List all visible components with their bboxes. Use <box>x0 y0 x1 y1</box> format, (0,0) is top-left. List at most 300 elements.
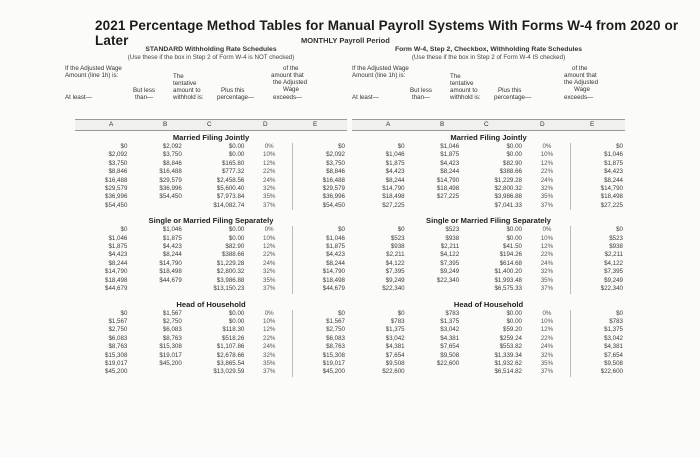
table-row <box>75 277 347 285</box>
but-less-than-cell: $7,654 <box>440 343 460 351</box>
header-withhold-is: withhold is: <box>450 94 481 101</box>
percentage-cell: 37% <box>263 201 276 209</box>
at-least-cell: $1,046 <box>385 151 405 159</box>
table-row <box>352 335 625 343</box>
table-row <box>352 368 625 376</box>
tentative-amount-cell: $2,678.66 <box>216 351 245 359</box>
but-less-than-cell <box>129 368 183 376</box>
table-row <box>352 160 625 168</box>
at-least-cell: $7,654 <box>385 351 405 359</box>
standard-schedules-header <box>75 46 347 62</box>
at-least-cell: $523 <box>390 234 405 242</box>
percentage-cell: 35% <box>540 193 554 201</box>
table-row <box>352 268 625 276</box>
table-row <box>352 193 625 201</box>
but-less-than-cell: $3,750 <box>162 151 182 159</box>
letter-c: C <box>207 121 212 128</box>
header-than: than— <box>412 94 431 101</box>
header-at-least: At least— <box>65 94 92 101</box>
exceeds-cell: $8,846 <box>293 168 347 176</box>
table-row <box>75 285 347 293</box>
tentative-amount-cell: $0.00 <box>228 309 245 317</box>
header-exceeds: exceeds— <box>273 94 303 101</box>
tentative-amount-cell: $2,458.56 <box>216 176 245 184</box>
at-least-cell: $4,423 <box>385 168 405 176</box>
percentage-cell: 32% <box>263 351 276 359</box>
checkbox-schedules-title: Form W-4, Step 2, Checkbox, Withholding Rate Schedules <box>394 46 583 53</box>
percentage-cell: 22% <box>540 251 554 259</box>
table-row <box>352 251 625 259</box>
but-less-than-cell: $14,790 <box>159 259 182 267</box>
percentage-cell: 37% <box>263 285 276 293</box>
header-plus-this: Plus this <box>221 87 245 94</box>
exceeds-cell: $2,211 <box>570 251 625 259</box>
at-least-cell: $9,508 <box>385 359 405 367</box>
but-less-than-cell: $938 <box>445 234 460 242</box>
header-wage: Wage <box>574 86 590 93</box>
at-least-cell: $4,381 <box>385 343 405 351</box>
at-least-cell: $18,498 <box>105 276 128 284</box>
but-less-than-cell: $22,600 <box>436 359 460 367</box>
rate-table <box>352 143 625 210</box>
letter-e: E <box>313 121 318 128</box>
table-row <box>352 243 625 251</box>
but-less-than-cell: $6,083 <box>162 326 182 334</box>
tentative-amount-cell: $0.00 <box>228 226 245 234</box>
table-row <box>75 260 347 268</box>
table-row <box>75 143 347 151</box>
percentage-cell: 37% <box>540 285 554 293</box>
table-row <box>75 310 347 318</box>
exceeds-cell: $19,017 <box>293 360 347 368</box>
rate-section <box>352 133 625 210</box>
but-less-than-cell: $1,875 <box>440 151 460 159</box>
but-less-than-cell: $1,046 <box>162 226 182 234</box>
exceeds-cell: $0 <box>570 143 625 151</box>
table-row <box>75 335 347 343</box>
at-least-cell: $4,122 <box>385 259 405 267</box>
but-less-than-cell: $8,763 <box>162 334 182 342</box>
checkbox-schedules-note: (Use these if the box in Step 2 of Form W-4 IS checked) <box>411 54 566 61</box>
but-less-than-cell: $8,244 <box>162 251 182 259</box>
exceeds-cell: $45,200 <box>293 368 347 376</box>
at-least-cell: $8,244 <box>385 176 405 184</box>
tentative-amount-cell: $0.00 <box>228 143 245 150</box>
at-least-cell: $0 <box>120 309 128 317</box>
rate-table <box>75 143 347 210</box>
at-least-cell: $8,244 <box>108 259 128 267</box>
exceeds-cell: $4,423 <box>570 168 625 176</box>
table-row <box>352 177 625 185</box>
table-row <box>352 318 625 326</box>
exceeds-cell: $15,308 <box>293 352 347 360</box>
exceeds-cell: $938 <box>570 243 625 251</box>
tentative-amount-cell: $82.90 <box>503 159 522 167</box>
rate-section <box>75 133 347 210</box>
percentage-cell: 37% <box>540 201 554 209</box>
exceeds-cell: $18,498 <box>570 193 625 201</box>
percentage-cell: 22% <box>263 251 276 259</box>
percentage-cell: 37% <box>263 368 276 376</box>
tentative-amount-cell: $0.00 <box>506 309 522 317</box>
but-less-than-cell: $22,340 <box>436 276 460 284</box>
table-row <box>75 352 347 360</box>
tentative-amount-cell: $1,400.20 <box>494 268 522 276</box>
section-title: Head of Household <box>176 299 246 309</box>
exceeds-cell: $2,750 <box>293 326 347 334</box>
exceeds-cell: $18,498 <box>293 277 347 285</box>
standard-schedules-title: STANDARD Withholding Rate Schedules <box>145 46 277 53</box>
table-row <box>75 151 347 159</box>
letter-d: D <box>540 121 545 128</box>
tentative-amount-cell: $6,514.82 <box>494 368 522 376</box>
percentage-cell: 10% <box>540 234 554 242</box>
tentative-amount-cell: $2,800.32 <box>494 185 522 193</box>
rate-table <box>75 226 347 293</box>
percentage-cell: 0% <box>542 226 552 234</box>
header-percentage: percentage— <box>217 94 255 101</box>
at-least-cell: $22,340 <box>382 285 405 293</box>
but-less-than-cell: $2,750 <box>162 317 182 325</box>
table-row <box>352 151 625 159</box>
but-less-than-cell: $1,875 <box>162 234 182 242</box>
percentage-cell: 0% <box>542 143 552 150</box>
at-least-cell: $1,046 <box>108 234 128 242</box>
letter-b: B <box>163 121 168 128</box>
tentative-amount-cell: $3,865.54 <box>216 359 245 367</box>
percentage-cell: 24% <box>263 176 276 184</box>
tentative-amount-cell: $1,229.28 <box>216 259 245 267</box>
exceeds-cell: $36,996 <box>293 193 347 201</box>
percentage-cell: 32% <box>263 268 276 276</box>
exceeds-cell: $22,600 <box>570 368 625 376</box>
table-row <box>352 260 625 268</box>
percentage-cell: 24% <box>263 259 276 267</box>
table-row <box>352 277 625 285</box>
at-least-cell: $3,750 <box>108 159 128 167</box>
but-less-than-cell: $3,042 <box>440 326 460 334</box>
but-less-than-cell: $2,211 <box>440 243 460 251</box>
section-title: Married Filing Jointly <box>450 133 527 142</box>
but-less-than-cell: $9,249 <box>440 268 460 276</box>
header-plus-this: Plus this <box>498 87 522 94</box>
at-least-cell: $0 <box>397 143 405 150</box>
table-row <box>75 226 347 234</box>
table-row <box>75 251 347 259</box>
but-less-than-cell <box>129 285 183 293</box>
percentage-cell: 10% <box>263 317 276 325</box>
tentative-amount-cell: $0.00 <box>506 226 522 234</box>
header-but-less: But less <box>133 87 156 94</box>
tentative-amount-cell: $0.00 <box>228 151 245 159</box>
but-less-than-cell: $4,381 <box>440 334 460 342</box>
at-least-cell: $54,450 <box>105 201 128 209</box>
exceeds-cell: $44,679 <box>293 285 347 293</box>
tentative-amount-cell: $518.26 <box>221 334 245 342</box>
percentage-cell: 22% <box>540 334 554 342</box>
at-least-cell: $16,488 <box>105 176 128 184</box>
exceeds-cell: $14,790 <box>570 185 625 193</box>
but-less-than-cell: $16,488 <box>159 168 182 176</box>
percentage-cell: 12% <box>540 159 554 167</box>
percentage-cell: 32% <box>540 268 554 276</box>
exceeds-cell: $8,244 <box>570 177 625 185</box>
header-amount-that: amount that <box>564 72 597 79</box>
percentage-cell: 12% <box>540 243 554 251</box>
but-less-than-cell: $14,790 <box>436 176 460 184</box>
table-row <box>75 343 347 351</box>
exceeds-cell: $9,249 <box>570 277 625 285</box>
but-less-than-cell: $15,308 <box>159 343 182 351</box>
header-amount-line-1h: Amount (line 1h) is: <box>65 72 119 79</box>
at-least-cell: $18,498 <box>382 193 405 201</box>
table-row <box>75 326 347 334</box>
tentative-amount-cell: $7,973.84 <box>216 193 245 201</box>
percentage-cell: 35% <box>540 276 554 284</box>
exceeds-cell: $4,423 <box>293 251 347 259</box>
but-less-than-cell: $18,498 <box>436 185 460 193</box>
table-row <box>75 168 347 176</box>
section-title: Married Filing Jointly <box>172 133 250 142</box>
at-least-cell: $15,308 <box>105 351 128 359</box>
tentative-amount-cell: $1,229.28 <box>494 176 522 184</box>
header-of-the: of the <box>572 65 588 72</box>
tentative-amount-cell: $3,986.88 <box>494 193 522 201</box>
table-row <box>352 143 625 151</box>
at-least-cell: $0 <box>397 309 405 317</box>
rate-section <box>352 300 625 377</box>
table-row <box>352 343 625 351</box>
exceeds-cell: $523 <box>570 235 625 243</box>
header-adjusted-wage: If the Adjusted Wage <box>352 65 409 72</box>
tentative-amount-cell: $388.66 <box>499 168 522 176</box>
exceeds-cell: $0 <box>293 226 347 234</box>
but-less-than-cell: $4,122 <box>440 251 460 259</box>
letter-b: B <box>440 121 445 128</box>
header-adjusted-wage: If the Adjusted Wage <box>65 65 122 72</box>
but-less-than-cell: $523 <box>445 226 460 234</box>
at-least-cell: $1,567 <box>108 317 128 325</box>
tentative-amount-cell: $1,107.86 <box>216 343 245 351</box>
exceeds-cell: $0 <box>293 143 347 151</box>
percentage-cell: 24% <box>540 343 554 351</box>
header-exceeds: exceeds— <box>564 94 594 101</box>
header-amount-line-1h: Amount (line 1h) is: <box>352 72 406 79</box>
at-least-cell: $0 <box>120 226 128 234</box>
at-least-cell: $783 <box>390 317 405 325</box>
table-row <box>352 168 625 176</box>
but-less-than-cell: $2,092 <box>162 143 182 150</box>
header-the-adjusted: the Adjusted <box>273 79 308 86</box>
header-wage: Wage <box>283 86 299 93</box>
at-least-cell: $22,600 <box>382 368 405 376</box>
percentage-cell: 22% <box>263 168 276 176</box>
percentage-cell: 0% <box>264 143 274 150</box>
tentative-amount-cell: $2,800.32 <box>216 268 245 276</box>
section-title: Single or Married Filing Separately <box>426 216 551 226</box>
percentage-cell: 12% <box>263 159 276 167</box>
tentative-amount-cell: $0.00 <box>228 317 245 325</box>
tentative-amount-cell: $7,041.33 <box>494 201 522 209</box>
exceeds-cell: $1,567 <box>293 318 347 326</box>
exceeds-cell: $1,046 <box>293 235 347 243</box>
exceeds-cell: $14,790 <box>293 268 347 276</box>
exceeds-cell: $1,375 <box>570 326 625 334</box>
table-row <box>352 185 625 193</box>
standard-schedules-note: (Use these if the box in Step 2 of Form W-4 is NOT checked) <box>127 54 295 61</box>
exceeds-cell: $1,046 <box>570 151 625 159</box>
letter-e: E <box>590 121 595 128</box>
rate-section <box>75 216 347 293</box>
exceeds-cell: $1,875 <box>570 160 625 168</box>
tentative-amount-cell: $0.00 <box>506 234 522 242</box>
section-title: Single or Married Filing Separately <box>148 216 274 226</box>
header-the-adjusted: the Adjusted <box>564 79 599 86</box>
exceeds-cell: $54,450 <box>293 202 347 210</box>
section-title: Head of Household <box>453 299 524 309</box>
table-row <box>75 360 347 368</box>
tentative-amount-cell: $41.50 <box>503 243 522 251</box>
letter-a: A <box>109 121 114 128</box>
letter-c: C <box>484 121 489 128</box>
header-at-least: At least— <box>352 94 379 101</box>
but-less-than-cell: $1,567 <box>162 309 182 317</box>
tentative-amount-cell: $777.32 <box>221 168 245 176</box>
table-row <box>75 268 347 276</box>
exceeds-cell: $16,488 <box>293 177 347 185</box>
tentative-amount-cell: $13,150.23 <box>213 285 245 293</box>
but-less-than-cell: $19,017 <box>159 351 182 359</box>
table-row <box>352 226 625 234</box>
at-least-cell: $14,790 <box>382 185 405 193</box>
tentative-amount-cell: $3,986.88 <box>216 276 245 284</box>
tentative-amount-cell: $5,600.40 <box>216 185 245 193</box>
header-the: The <box>173 73 184 80</box>
column-letters <box>75 119 347 131</box>
exceeds-cell: $3,750 <box>293 160 347 168</box>
at-least-cell: $29,579 <box>105 185 128 193</box>
tentative-amount-cell: $614.68 <box>499 259 522 267</box>
but-less-than-cell: $45,200 <box>159 359 182 367</box>
exceeds-cell: $2,092 <box>293 151 347 159</box>
rate-section <box>75 300 347 377</box>
percentage-cell: 12% <box>540 326 554 334</box>
tentative-amount-cell: $165.80 <box>221 159 245 167</box>
percentage-cell: 0% <box>264 309 274 317</box>
at-least-cell: $4,423 <box>108 251 128 259</box>
exceeds-cell: $3,042 <box>570 335 625 343</box>
percentage-cell: 37% <box>540 368 554 376</box>
percentage-cell: 24% <box>540 176 554 184</box>
percentage-cell: 10% <box>540 151 554 159</box>
percentage-cell: 10% <box>540 317 554 325</box>
percentage-cell: 24% <box>540 259 554 267</box>
header-than: than— <box>135 94 154 101</box>
exceeds-cell: $7,654 <box>570 352 625 360</box>
standard-schedules <box>65 46 347 377</box>
tentative-amount-cell: $1,993.48 <box>494 276 522 284</box>
percentage-cell: 35% <box>263 359 276 367</box>
percentage-cell: 35% <box>263 193 276 201</box>
but-less-than-cell: $36,996 <box>159 185 182 193</box>
but-less-than-cell: $27,225 <box>436 193 460 201</box>
but-less-than-cell: $18,498 <box>159 268 182 276</box>
but-less-than-cell: $1,046 <box>440 143 460 150</box>
table-row <box>352 310 625 318</box>
rate-table <box>352 310 625 377</box>
header-amount-that: amount that <box>271 72 304 79</box>
tentative-amount-cell: $82.90 <box>225 243 245 251</box>
table-row <box>75 202 347 210</box>
percentage-cell: 32% <box>263 185 276 193</box>
exceeds-cell: $22,340 <box>570 285 625 293</box>
at-least-cell: $3,042 <box>385 334 405 342</box>
exceeds-cell: $783 <box>570 318 625 326</box>
tentative-amount-cell: $14,082.74 <box>213 201 245 209</box>
table-row <box>75 160 347 168</box>
exceeds-cell: $0 <box>570 226 625 234</box>
table-row <box>75 235 347 243</box>
at-least-cell: $8,846 <box>108 168 128 176</box>
tentative-amount-cell: $6,575.33 <box>494 285 522 293</box>
column-letters <box>352 119 625 131</box>
tentative-amount-cell: $1,932.62 <box>494 359 522 367</box>
tentative-amount-cell: $0.00 <box>506 143 522 150</box>
header-amount-to: amount to <box>173 87 201 94</box>
at-least-cell: $27,225 <box>382 201 405 209</box>
percentage-cell: 10% <box>263 234 276 242</box>
rate-table <box>75 310 347 377</box>
at-least-cell: $36,996 <box>105 193 128 201</box>
tentative-amount-cell: $0.00 <box>228 234 245 242</box>
percentage-cell: 32% <box>540 185 554 193</box>
header-tentative: tentative <box>450 80 474 87</box>
page-subtitle: MONTHLY Payroll Period <box>301 36 390 45</box>
tentative-amount-cell: $59.20 <box>503 326 522 334</box>
but-less-than-cell: $8,846 <box>162 159 182 167</box>
header-withhold-is: withhold is: <box>173 94 204 101</box>
but-less-than-cell <box>407 285 462 293</box>
but-less-than-cell: $8,244 <box>440 168 460 176</box>
checkbox-schedules-header <box>352 46 625 62</box>
tentative-amount-cell: $553.82 <box>499 343 522 351</box>
header-of-the: of the <box>283 65 299 72</box>
rate-table <box>352 226 625 293</box>
percentage-cell: 12% <box>263 243 276 251</box>
percentage-cell: 12% <box>263 326 276 334</box>
at-least-cell: $14,790 <box>105 268 128 276</box>
table-row <box>75 318 347 326</box>
but-less-than-cell: $7,395 <box>440 259 460 267</box>
at-least-cell: $9,249 <box>385 276 405 284</box>
but-less-than-cell <box>129 202 183 210</box>
at-least-cell: $7,395 <box>385 268 405 276</box>
column-headers <box>352 65 625 119</box>
exceeds-cell: $8,763 <box>293 343 347 351</box>
tentative-amount-cell: $388.66 <box>221 251 245 259</box>
percentage-cell: 22% <box>263 334 276 342</box>
but-less-than-cell: $54,450 <box>159 193 182 201</box>
but-less-than-cell: $29,579 <box>159 176 182 184</box>
header-percentage: percentage— <box>494 94 532 101</box>
tentative-amount-cell: $1,339.34 <box>494 351 522 359</box>
exceeds-cell: $27,225 <box>570 202 625 210</box>
percentage-cell: 0% <box>264 226 274 234</box>
tentative-amount-cell: $13,029.59 <box>213 368 245 376</box>
tentative-amount-cell: $194.26 <box>499 251 522 259</box>
exceeds-cell: $0 <box>570 310 625 318</box>
checkbox-schedules <box>352 46 625 377</box>
